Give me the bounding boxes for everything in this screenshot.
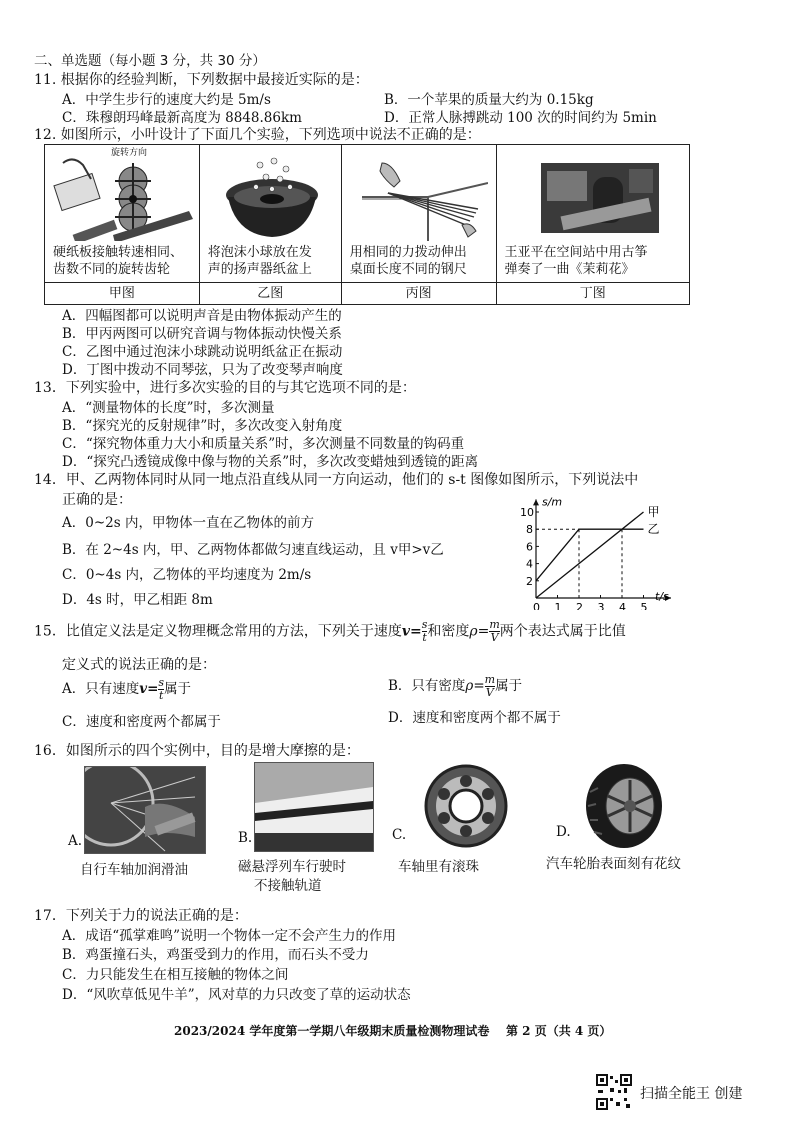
q11-option-c: C．珠穆朗玛峰最新高度为 8848.86km [62, 110, 302, 126]
q16-caption-b2: 不接触轨道 [254, 878, 322, 894]
q12-option-c: C．乙图中通过泡沫小球跳动说明纸盆正在振动 [62, 344, 343, 360]
q14-stem-line1: 14．甲、乙两物体同时从同一地点沿直线从同一方向运动，他们的 s-t 图像如图所示，下列说法中 [34, 472, 639, 488]
q11-stem: 11. 根据你的经验判断，下列数据中最接近实际的是： [34, 72, 369, 88]
q14-option-a: A．0~2s 内，甲物体一直在乙物体的前方 [62, 515, 314, 531]
panel-label-bing: 丙图 [341, 283, 496, 305]
q12-stem: 12. 如图所示，小叶设计了下面几个实验，下列选项中说法不正确的是： [34, 127, 481, 143]
q16-caption-b1: 磁悬浮列车行驶时 [238, 859, 346, 875]
bicycle-axle-photo [84, 766, 206, 854]
q13-option-d: D．“探究凸透镜成像中像与物的关系”时，多次改变蜡烛到透镜的距离 [62, 454, 479, 470]
q15-stem-tail: 两个表达式属于比值 [499, 623, 626, 640]
x-axis-label: t/s [655, 590, 669, 603]
q11-option-b: B．一个苹果的质量大约为 0.15kg [384, 92, 594, 108]
panel-label-jia: 甲图 [45, 283, 200, 305]
q15-option-c: C．速度和密度两个都属于 [62, 714, 221, 730]
q12-option-b: B．甲丙两图可以研究音调与物体振动快慢关系 [62, 326, 342, 342]
panel-guzheng-caption: 王亚平在空间站中用古筝 弹奏了一曲《茉莉花》 [504, 245, 648, 277]
x-tick-label: 2 [576, 601, 583, 610]
q15-stem-line1 [34, 619, 626, 644]
q15-option-d: D．速度和密度两个都不属于 [388, 710, 561, 726]
space-station-photo [541, 163, 659, 233]
footer-title: 2023/2024 学年度第一学期八年级期末质量检测物理试卷 [174, 1024, 490, 1038]
q11-option-a: A．中学生步行的速度大约是 5m/s [62, 92, 271, 108]
density-symbol: ρ= [469, 623, 490, 640]
section-title: 二、单选题（每小题 3 分，共 30 分） [34, 53, 266, 69]
q15-stem-text: 15．比值定义法是定义物理概念常用的方法，下列关于速度 [34, 623, 402, 640]
y-tick-label: 10 [520, 506, 534, 519]
q11-option-d: D．正常人脉搏跳动 100 次的时间约为 5min [384, 110, 657, 126]
q14-stem-line2: 正确的是： [62, 492, 132, 508]
velocity-fraction: $\frac{s}{t}$ [421, 618, 428, 644]
panel-speaker-caption: 将泡沫小球放在发 声的扬声器纸盆上 [207, 245, 312, 277]
q17-option-a: A．成语“孤掌难鸣”说明一个物体一定不会产生力的作用 [62, 928, 397, 944]
q17-option-b: B．鸡蛋撞石头，鸡蛋受到力的作用，而石头不受力 [62, 947, 369, 963]
panel-speaker [200, 145, 341, 282]
q15-stem-line2: 定义式的说法正确的是： [62, 657, 216, 673]
series-line-jia [536, 512, 644, 598]
speaker-illustration [216, 157, 328, 243]
panel-label-yi: 乙图 [199, 283, 341, 305]
series-label-yi: 乙 [647, 522, 660, 537]
car-tire-photo [576, 762, 672, 850]
x-tick-label: 1 [554, 601, 562, 610]
ball-bearing-photo [422, 762, 510, 850]
q16-stem: 16．如图所示的四个实例中，目的是增大摩擦的是： [34, 743, 360, 759]
panel-gear [45, 145, 199, 282]
gear-direction-tag: 旋转方向 [111, 148, 148, 158]
q13-option-b: B．“探究光的反射规律”时，多次改变入射角度 [62, 418, 343, 434]
q17-option-c: C．力只能发生在相互接触的物体之间 [62, 967, 289, 983]
x-tick-label: 4 [619, 601, 626, 610]
q12-option-a: A．四幅图都可以说明声音是由物体振动产生的 [62, 308, 342, 324]
q17-stem: 17．下列关于力的说法正确的是： [34, 908, 248, 924]
q14-option-b: B．在 2~4s 内，甲、乙两物体都做匀速直线运动，且 v甲>v乙 [62, 542, 444, 558]
y-axis-arrow [533, 499, 539, 505]
y-tick-label: 8 [526, 523, 533, 537]
q12-option-d: D．丁图中拨动不同琴弦，只为了改变琴声响度 [62, 362, 343, 378]
q16-letter-a: A. [68, 833, 83, 849]
y-axis-label: s/m [542, 495, 563, 509]
q17-option-d: D．“风吹草低见牛羊”，风对草的力只改变了草的运动状态 [62, 987, 411, 1003]
panel-ruler [342, 145, 496, 282]
panel-ruler-caption: 用相同的力拨动伸出 桌面长度不同的钢尺 [349, 245, 467, 277]
q16-letter-b: B. [238, 830, 253, 846]
density-fraction: $\frac{m}{V}$ [489, 618, 500, 644]
q15-mid-text: 和密度 [427, 623, 470, 640]
panel-gear-caption: 硬纸板接触转速相同、 齿数不同的旋转齿轮 [53, 245, 184, 277]
q15-option-a: A．只有速度v= $\frac{s}{t}$ 属于 [62, 676, 192, 702]
q16-caption-a: 自行车轴加润滑油 [80, 862, 188, 878]
maglev-train-photo [254, 762, 374, 852]
ruler-illustration [358, 153, 488, 241]
scanner-watermark: 扫描全能王 创建 [640, 1086, 743, 1102]
q13-option-a: A．“测量物体的长度”时，多次测量 [62, 400, 275, 416]
x-tick-label: 0 [533, 601, 540, 610]
velocity-symbol: v= [401, 623, 422, 640]
q16-letter-d: D. [556, 824, 571, 840]
x-tick-label: 5 [640, 601, 648, 610]
series-label-jia: 甲 [647, 505, 660, 519]
st-chart [510, 484, 706, 610]
q14-option-d: D．4s 时，甲乙相距 8m [62, 592, 213, 608]
q16-caption-d: 汽车轮胎表面刻有花纹 [546, 856, 681, 872]
y-tick-label: 4 [526, 557, 533, 571]
y-tick-label: 6 [526, 540, 533, 554]
panel-label-ding: 丁图 [496, 283, 690, 305]
q16-letter-c: C. [392, 827, 407, 843]
footer-page-number: 第 2 页（共 4 页） [506, 1024, 612, 1038]
q12-experiment-table [44, 144, 690, 305]
y-tick-label: 2 [526, 574, 533, 588]
q16-caption-c: 车轴里有滚珠 [398, 859, 479, 875]
x-tick-label: 3 [597, 601, 605, 610]
panel-guzheng [497, 145, 690, 282]
qr-code-icon [596, 1074, 632, 1110]
q13-stem: 13．下列实验中，进行多次实验的目的与其它选项不同的是： [34, 380, 416, 396]
gear-illustration [53, 153, 195, 241]
q14-option-c: C．0~4s 内，乙物体的平均速度为 2m/s [62, 567, 312, 583]
q13-option-c: C．“探究物体重力大小和质量关系”时，多次测量不同数量的钩码重 [62, 436, 465, 452]
q15-option-b: B．只有密度ρ= $\frac{m}{V}$ 属于 [388, 673, 523, 699]
